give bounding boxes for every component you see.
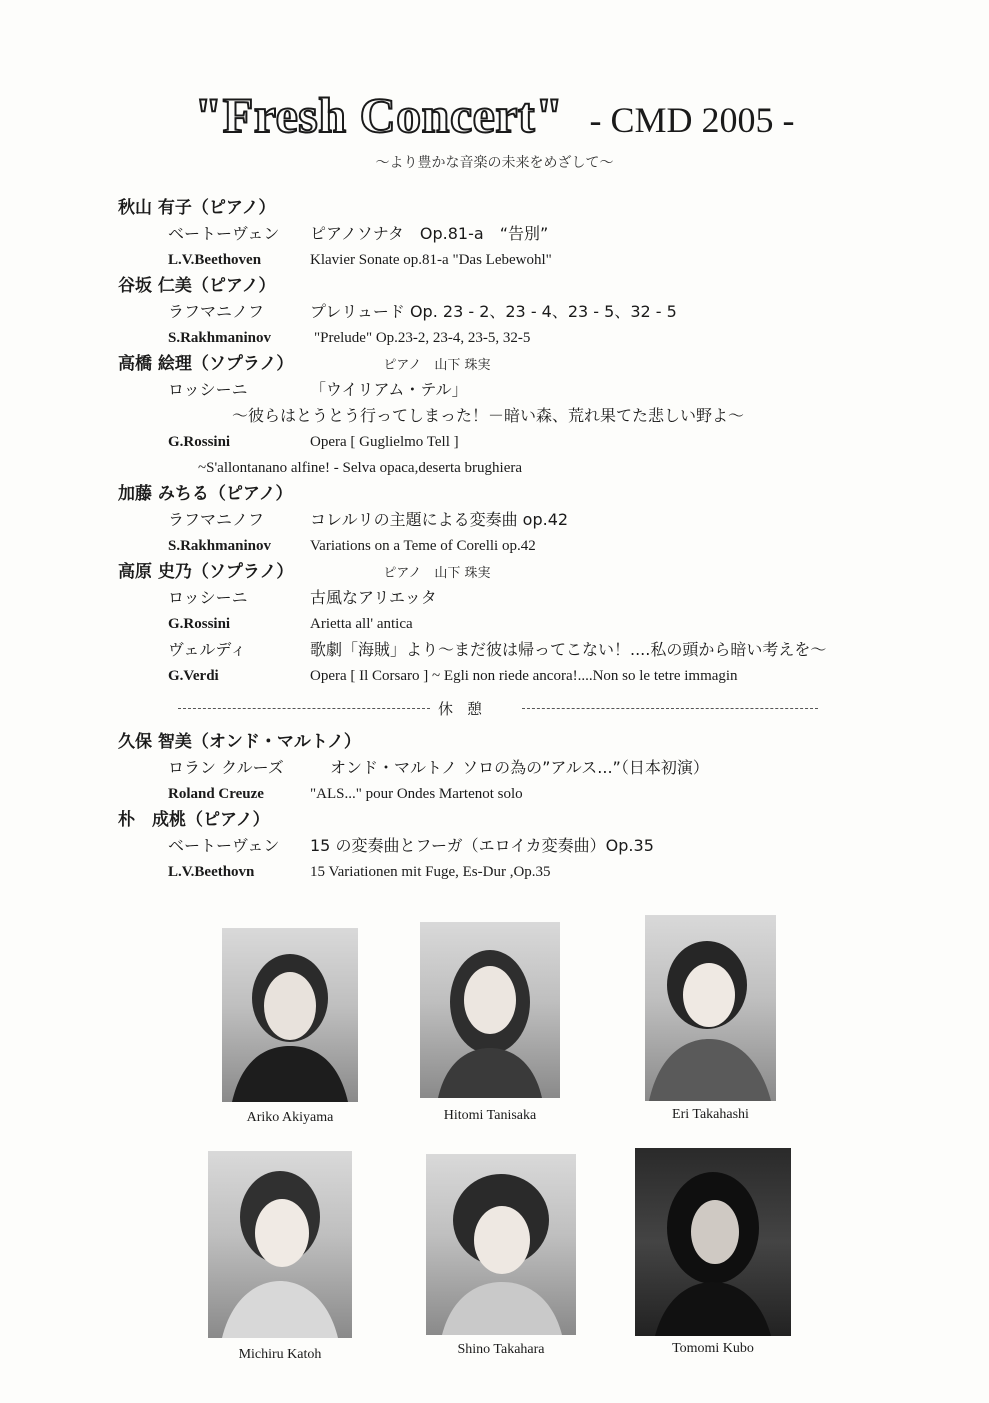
composer-ja: ロッシーニ [168,380,248,399]
composer-en: S.Rakhmaninov [168,330,271,346]
program-item [0,637,989,663]
performer-name: 加藤 みちる（ピアノ） [118,484,293,504]
work-ja: ピアノソナタ Op.81-a “告別” [310,224,549,243]
program-item [0,755,989,781]
portrait-photo [635,1148,791,1336]
composer-en: L.V.Beethovn [168,864,255,880]
composer-ja: ベートーヴェン [168,836,280,855]
work-en: Variations on a Teme of Corelli op.42 [310,538,536,554]
portrait-caption: Shino Takahara [457,1342,545,1357]
composer-ja: ヴェルディ [168,640,247,659]
composer-en: Roland Creuze [168,786,264,802]
performer-name [118,351,989,377]
intermission-divider [0,689,989,729]
program-item [0,859,989,885]
composer-en: L.V.Beethoven [168,252,262,268]
program-item [0,247,989,273]
portrait-caption: Hitomi Tanisaka [443,1108,537,1123]
work-ja: プレリュード Op. 23 - 2、23 - 4、23 - 5、32 - 5 [310,302,677,321]
program-item [0,663,989,689]
work-ja: 歌劇「海賊」より〜まだ彼は帰ってこない！....私の頭から暗い考えを〜 [310,640,827,659]
performer-name: 久保 智美（オンド・マルトノ） [118,732,361,752]
portrait-photo [222,928,358,1102]
portrait-photo [208,1151,352,1338]
composer-ja: ベートーヴェン [168,224,280,243]
program-item [0,611,989,637]
composer-ja: ラフマニノフ [168,302,265,321]
portrait-silhouette [645,915,776,1101]
work-ja: オンド・マルトノ ソロの為の”アルス...”（日本初演） [330,758,709,777]
composer-en: G.Verdi [168,668,219,684]
composer-ja: ラフマニノフ [168,510,265,529]
portrait-photo [645,915,776,1101]
performer-name: 谷坂 仁美（ピアノ） [118,276,276,296]
portrait-caption: Michiru Katoh [238,1347,322,1362]
work-ja: コレルリの主題による変奏曲 op.42 [310,510,569,529]
accompanist: ピアノ 山下 珠実 [383,566,491,581]
portrait-silhouette [420,922,560,1098]
program-item [0,533,989,559]
program-item [0,781,989,807]
program-item [0,429,989,455]
title-sub: - CMD 2005 - [589,100,795,140]
program-item [0,833,989,859]
work-en: Opera [ Il Corsaro ] ~ Egli non riede ancora!....Non so le tetre immagin [310,668,738,684]
portrait-silhouette [635,1148,791,1336]
work-en: Arietta all' antica [310,616,413,632]
program-item [0,507,989,533]
accompanist: ピアノ 山下 珠実 [383,358,491,373]
tagline: 〜より豊かな音楽の未来をめざして〜 [375,155,614,171]
performer-name [118,559,989,585]
work-ja: 古風なアリエッタ [310,588,437,607]
composer-en: S.Rakhmaninov [168,538,271,554]
program-list [0,195,989,885]
divider-line [178,708,430,709]
composer-ja: ロッシーニ [168,588,248,607]
composer-en: G.Rossini [168,434,231,450]
work-en: "ALS..." pour Ondes Martenot solo [310,786,523,802]
program-item [0,221,989,247]
work-en: Opera [ Guglielmo Tell ] [310,434,459,450]
program-item [0,585,989,611]
performer-label: 高原 史乃（ソプラノ） [118,562,294,582]
portrait-caption: Eri Takahashi [672,1107,749,1122]
work-ja: 「ウイリアム・テル」 [310,380,468,399]
portrait-photo [420,922,560,1098]
title-main: "Fresh Concert" [194,87,564,143]
program-item [0,299,989,325]
composer-ja: ロラン クルーズ [168,758,284,777]
portrait-caption: Ariko Akiyama [246,1110,334,1125]
work-en: 15 Variationen mit Fuge, Es-Dur ,Op.35 [310,864,551,880]
work-ja-continuation: 〜彼らはとうとう行ってしまった！－暗い森、荒れ果てた悲しい野よ〜 [232,406,745,425]
portrait-silhouette [426,1154,576,1335]
portrait-caption: Tomomi Kubo [672,1341,754,1356]
performer-name: 秋山 有子（ピアノ） [118,198,276,218]
portrait-silhouette [222,928,358,1102]
performer-label: 高橋 絵理（ソプラノ） [118,354,294,374]
intermission-label: 休憩 [438,700,497,718]
performer-name: 朴 成桃（ピアノ） [118,810,270,830]
work-en: "Prelude" Op.23-2, 23-4, 23-5, 32-5 [314,330,531,346]
page-title [0,86,989,144]
portrait-silhouette [208,1151,352,1338]
work-ja: 15 の変奏曲とフーガ（エロイカ変奏曲）Op.35 [310,836,654,855]
program-item [0,325,989,351]
program-item [0,377,989,403]
work-en-continuation: ~S'allontanano alfine! - Selva opaca,deserta brughiera [198,460,523,476]
divider-line [522,708,818,709]
work-en: Klavier Sonate op.81-a "Das Lebewohl" [310,252,552,268]
composer-en: G.Rossini [168,616,231,632]
portrait-photo [426,1154,576,1335]
